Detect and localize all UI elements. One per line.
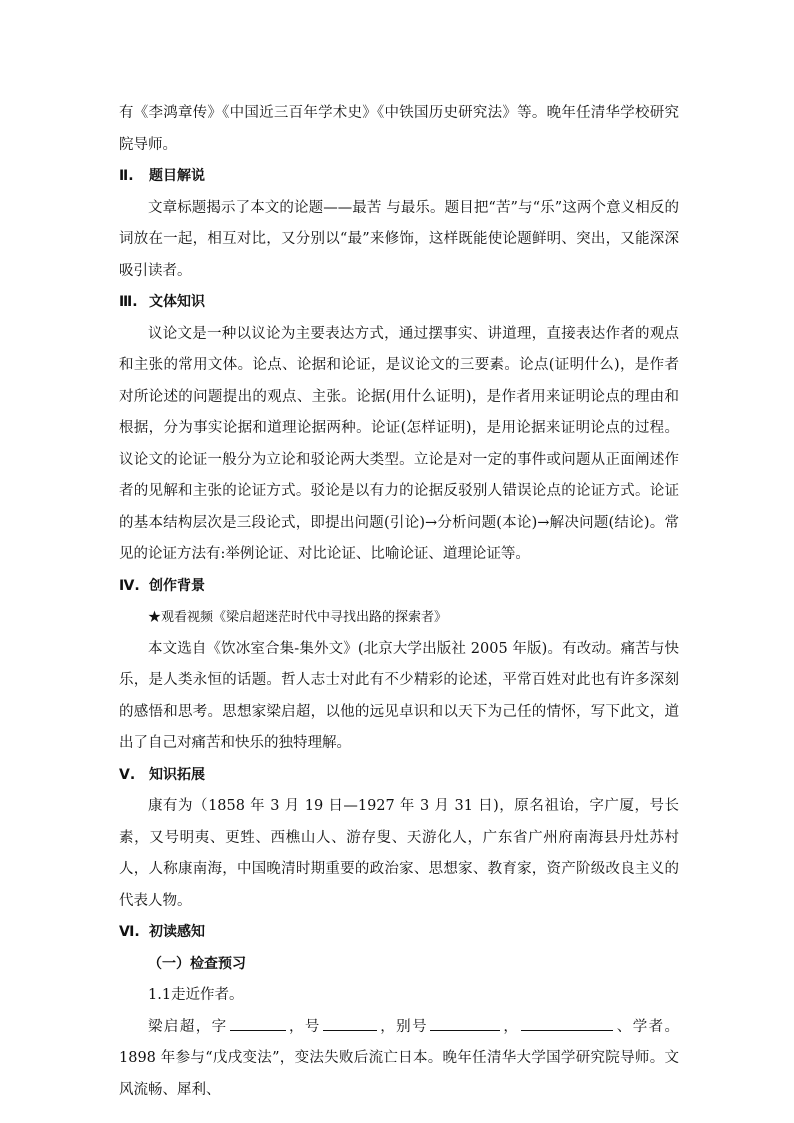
blank-art-name[interactable] xyxy=(323,1014,377,1031)
intro-tail-paragraph: 有《李鸿章传》《中国近三百年学术史》《中铁国历史研究法》等。晚年任清华学校研究院导师。 xyxy=(119,105,679,153)
blank-courtesy-name[interactable] xyxy=(230,1014,286,1031)
section-heading-extension xyxy=(119,760,679,792)
genre-knowledge-paragraph: 议论文是一种以议论为主要表达方式，通过摆事实、讲道理，直接表达作者的观点和主张的常用文体。论点、论据和论证，是议论文的三要素。论点(证明什么)，是作者对所论述的问题提出的观点、主张。论据(用什么证明)，是作者用来证明论点的理由和根据，分为事实论据和道理论据两种。论证(怎样证明)，是用论据来证明论点的过程。议论文的论证一般分为立论和驳论两大类型。立论是对一定的事件或问题从正面阐述作者的见解和主张的论证方式。驳论是以有力的论据反驳别人错误论点的论证方式。论证的基本结构层次是三段论式，即提出问题(引论)→分析问题(本论)→解决问题(结论)。常见的论证方法有:举例论证、对比论证、比喻论证、道理论证等。 xyxy=(119,325,679,562)
title-explain-paragraph: 文章标题揭示了本文的论题——最苦 与最乐。题目把“苦”与“乐”这两个意义相反的词放在一起，相互对比，又分别以“最”来修饰，这样既能使论题鲜明、突出，又能深深吸引读者。 xyxy=(119,199,679,279)
item-number: 1.1 xyxy=(148,987,172,1003)
question-text-5: 、学者。1898 年参与“戊戌变法”，变法失败后流亡日本。晚年任清华大学国学研究院导师。文风流畅、犀利、 xyxy=(119,1018,680,1098)
section-title: 知识拓展 xyxy=(149,766,205,783)
section-heading-genre xyxy=(119,287,679,319)
question-text-2: ，号 xyxy=(287,1018,321,1035)
section-number: Ⅳ. xyxy=(119,577,140,594)
section-number: Ⅵ. xyxy=(119,924,140,940)
video-link[interactable]: ★观看视频《梁启超迷茫时代中寻找出路的探索者》 xyxy=(148,610,448,625)
section-heading-title-explain xyxy=(119,161,679,193)
document-content xyxy=(119,98,679,1106)
question-text-1: 梁启超，字 xyxy=(148,1018,228,1035)
question-text-3: ，别号 xyxy=(378,1018,429,1035)
extension-paragraph: 康有为（1858 年 3 月 19 日—1927 年 3 月 31 日)，原名祖诒，字广厦，号长素，又号明夷、更甡、西樵山人、游存叟、天游化人，广东省广州府南海县丹灶苏村人，人称康南海，中国晚清时期重要的政治家、思想家、教育家，资产阶级改良主义的代表人物。 xyxy=(119,798,679,909)
section-title: 文体知识 xyxy=(149,294,205,310)
item-title xyxy=(119,980,679,1012)
section-heading-background xyxy=(119,571,679,603)
section-number: Ⅲ. xyxy=(119,294,138,310)
section-number: Ⅴ. xyxy=(119,766,136,783)
section-title: 创作背景 xyxy=(149,577,205,594)
question-text-4: ， xyxy=(502,1018,520,1035)
section-heading-first-reading xyxy=(119,917,679,949)
blank-alias[interactable] xyxy=(430,1014,500,1031)
section-title: 题目解说 xyxy=(149,168,205,184)
background-paragraph: 本文选自《饮冰室合集-集外文》(北京大学出版社 2005 年版)。有改动。痛苦与快乐，是人类永恒的话题。哲人志士对此有不少精彩的论述，平常百姓对此也有许多深刻的感悟和思考。思想家梁启超，以他的远见卓识和以天下为己任的情怀，写下此文，道出了自己对痛苦和快乐的独特理解。 xyxy=(119,640,679,751)
question-paragraph xyxy=(119,1012,679,1107)
section-title: 初读感知 xyxy=(149,924,205,940)
subsection-heading xyxy=(119,949,679,981)
blank-identity[interactable] xyxy=(521,1014,613,1031)
item-text: 走近作者。 xyxy=(171,987,244,1003)
subsection-label: （一）检查预习 xyxy=(148,955,246,972)
section-number: Ⅱ. xyxy=(119,168,134,184)
